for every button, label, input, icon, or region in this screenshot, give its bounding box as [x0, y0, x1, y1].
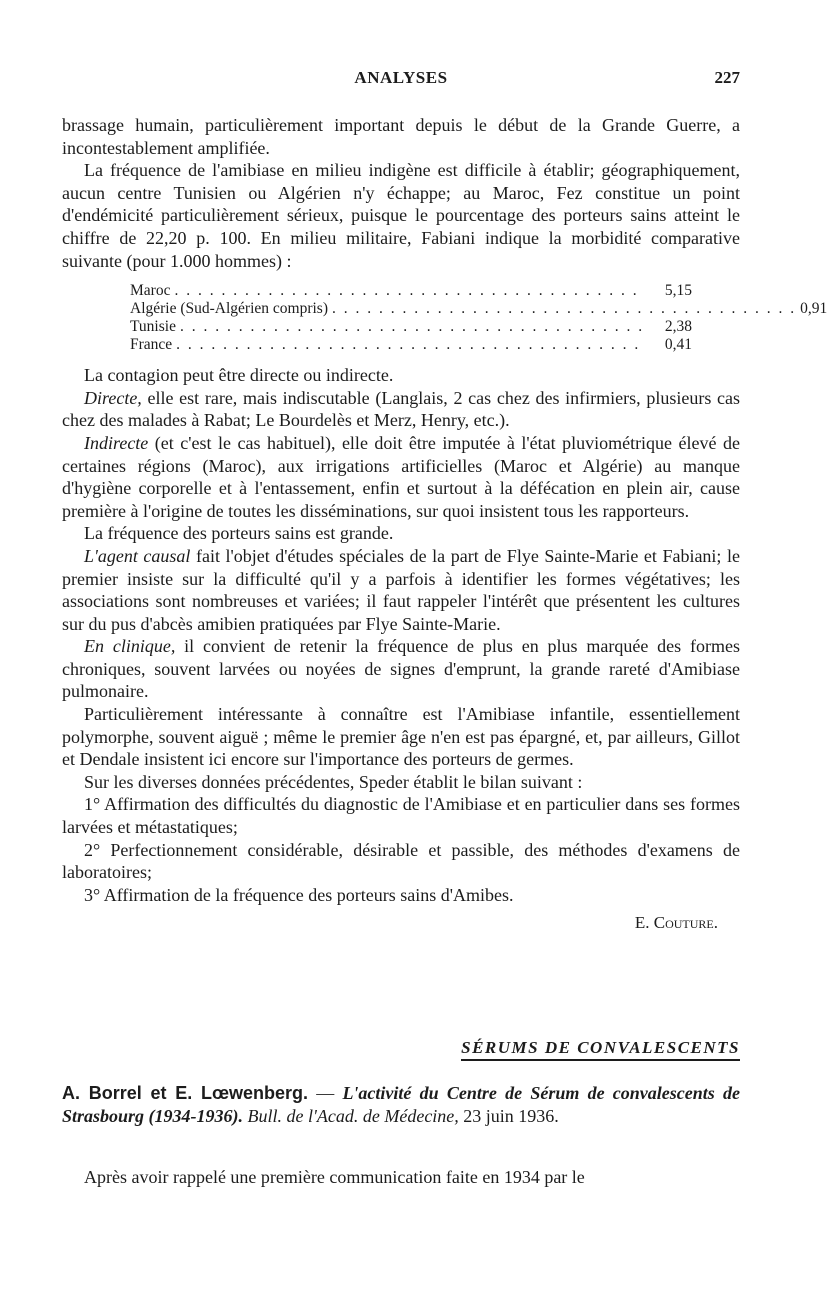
- table-country: Tunisie: [130, 318, 176, 336]
- reference-title: L'activité du Centre de Sérum de convalescents de Strasbourg: [62, 1083, 741, 1126]
- paragraph-frequency: La fréquence de l'amibiase en milieu indigène est difficile à établir; géographiquement, aucun centre Tunisien ou Algérien n'y échappe; au Maroc, Fez constitue un point d'endémicité particulièrement sérieux, puisque le pourcentage des porteurs sains atteint le chiffre de 22,20 p. 100. En milieu militaire, Fabiani indique la morbidité comparative suivante (pour 1.000 hommes) :: [62, 160, 740, 271]
- paragraph-contagion: La contagion peut être directe ou indirecte.: [84, 365, 394, 386]
- emphasis-clinique: En clinique,: [84, 636, 176, 657]
- morbidity-table: [130, 282, 827, 354]
- table-country: Maroc: [130, 282, 171, 300]
- paragraph-porteurs: La fréquence des porteurs sains est grande.: [84, 523, 394, 544]
- table-value: 5,15: [664, 282, 692, 300]
- emphasis-indirecte: Indirecte: [84, 432, 149, 453]
- author-signature: [62, 912, 740, 935]
- leader-dots: . . . . . . . . . . . . . . . . . . . . . . . . . . . . . . . . . . . . . . . .: [176, 336, 641, 354]
- leader-dots: . . . . . . . . . . . . . . . . . . . . . . . . . . . . . . . . . . . . . . . .: [174, 282, 639, 300]
- table-row: [130, 300, 827, 318]
- reference-date: 23 juin 1936.: [463, 1106, 559, 1126]
- reference-authors: A. Borrel et E. Lœwenberg.: [62, 1083, 308, 1103]
- table-row: [130, 336, 692, 354]
- paragraph-clinique-text: il convient de retenir la fréquence de plus en plus marquée des formes chroniques, souvent larvées ou noyées de signes d'emprunt, la grande rareté d'Amibiase pulmonaire.: [62, 636, 740, 702]
- bibliographic-reference: [62, 1082, 740, 1128]
- paragraph-directe: [62, 387, 740, 432]
- leader-dots: . . . . . . . . . . . . . . . . . . . . . . . . . . . . . . . . . . . . . . . .: [332, 300, 797, 318]
- table-value: 2,38: [664, 318, 692, 336]
- paragraph-indirecte: [62, 432, 740, 522]
- signature-text: E. Couture.: [634, 913, 718, 933]
- table-value: 0,41: [664, 336, 692, 354]
- table-value: 0,91: [800, 300, 827, 318]
- page-number: 227: [714, 68, 740, 87]
- paragraph-point-1: 1° Affirmation des difficultés du diagnostic de l'Amibiase et en particulier dans ses formes larvées et métastatiques;: [62, 794, 740, 838]
- paragraph-next-article: Après avoir rappelé une première communication faite en 1934 par le: [84, 1167, 585, 1187]
- reference-dash: —: [307, 1083, 343, 1103]
- paragraph-agent-causal: [62, 545, 740, 635]
- paragraph-directe-text: elle est rare, mais indiscutable (Langlais, 2 cas chez des infirmiers, plusieurs cas chez des malades à Rabat; Le Bourdelès et Merz, Henry, etc.).: [62, 387, 740, 431]
- table-row: [130, 318, 692, 336]
- emphasis-agent-causal: L'agent causal: [84, 545, 191, 566]
- reference-journal: Bull. de l'Acad. de Médecine,: [247, 1106, 459, 1126]
- paragraph-point-3: 3° Affirmation de la fréquence des porteurs sains d'Amibes.: [84, 884, 514, 905]
- table-country: France: [130, 336, 173, 354]
- paragraph-agent-causal-text: fait l'objet d'études spéciales de la part de Flye Sainte-Marie et Fabiani; le premier insiste sur la difficulté qu'il y a parfois à identifier les formes végétatives; les associations sont nombreuses et variées; il faut rappeler l'intérêt que présentent les cultures sur du pus d'abcès amibien pratiquées par Flye Sainte-Marie.: [62, 545, 740, 634]
- running-head: [62, 68, 740, 92]
- section-heading: SÉRUMS DE CONVALESCENTS: [461, 1038, 740, 1061]
- table-row: [130, 282, 692, 300]
- paragraph-infantile: Particulièrement intéressante à connaître est l'Amibiase infantile, essentiellement polymorphe, souvent aiguë ; même le premier âge n'en est pas épargné, et, par ailleurs, Gillot et Dendale insistent ici encore sur l'importance des porteurs de germes.: [62, 704, 740, 770]
- paragraph-indirecte-text: (et c'est le cas habituel), elle doit être imputée à l'état pluviométrique élevé de certaines régions (Maroc), aux irrigations artificielles (Maroc et Algérie) au manque d'hygiène corporelle et à l'entassement, enfin et surtout à la défécation en plein air, cause première à l'origine de toutes les disséminations, sur quoi insistent tous les rapporteurs.: [62, 432, 740, 521]
- paragraph-clinique: [62, 635, 740, 703]
- emphasis-directe: Directe,: [84, 387, 142, 408]
- leader-dots: . . . . . . . . . . . . . . . . . . . . . . . . . . . . . . . . . . . . . . . .: [179, 318, 645, 336]
- table-country: Algérie (Sud-Algérien compris): [130, 300, 328, 318]
- paragraph-bilan: Sur les diverses données précédentes, Speder établit le bilan suivant :: [84, 771, 583, 792]
- running-head-title: ANALYSES: [354, 68, 448, 87]
- paragraph-continuation: brassage humain, particulièrement important depuis le début de la Grande Guerre, a incontestablement amplifiée.: [62, 115, 740, 158]
- reference-years: (1934-1936).: [148, 1106, 244, 1126]
- article-body: [62, 114, 827, 935]
- paragraph-point-2: 2° Perfectionnement considérable, désirable et passible, des méthodes d'examens de laboratoires;: [62, 839, 740, 883]
